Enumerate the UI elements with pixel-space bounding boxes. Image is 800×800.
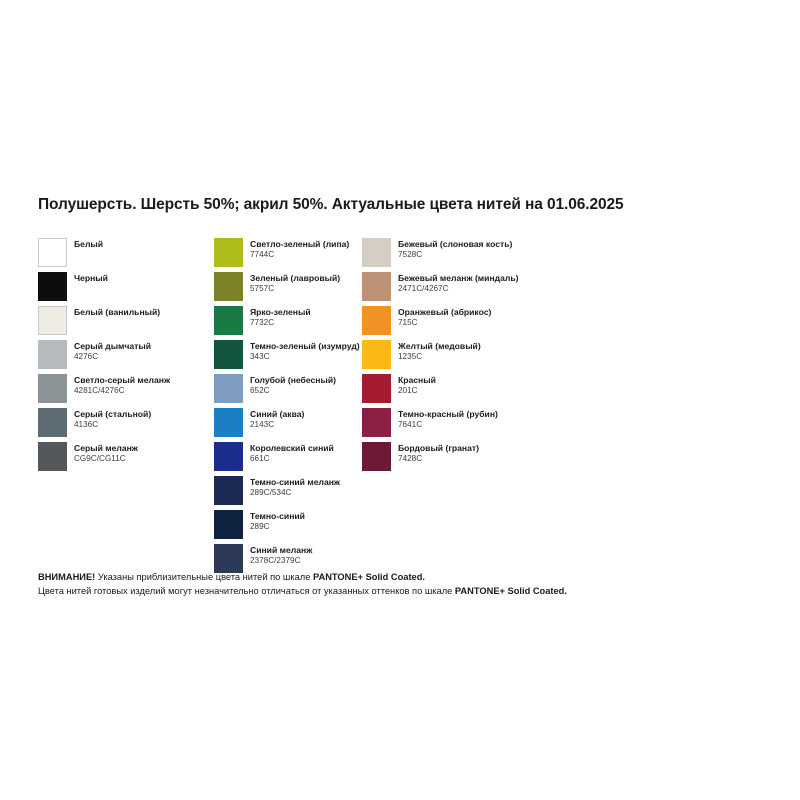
swatch-code: 7641C [398, 420, 423, 430]
swatch-code: 1235C [398, 352, 423, 362]
swatch-text [398, 272, 518, 294]
swatch-code: 2143C [250, 420, 275, 430]
page-title: Полушерсть. Шерсть 50%; акрил 50%. Актуальные цвета нитей на 01.06.2025 [38, 196, 624, 213]
color-swatch [214, 544, 243, 573]
swatch-text [74, 272, 108, 284]
swatch-text [74, 374, 170, 396]
swatch-name: Темно-синий меланж [250, 477, 341, 487]
swatch-name: Зеленый (лавровый) [250, 273, 341, 283]
swatch-code: 201C [398, 386, 418, 396]
swatch-name: Светло-зеленый (липа) [250, 239, 350, 249]
swatch-code: 4136C [74, 420, 99, 430]
swatch-name: Бежевый (слоновая кость) [398, 239, 513, 249]
list-item [38, 374, 214, 406]
color-swatch [362, 306, 391, 335]
swatch-text [398, 442, 479, 464]
list-item [214, 272, 362, 304]
color-swatch [214, 306, 243, 335]
swatch-code: 5757C [250, 284, 275, 294]
list-item [38, 408, 214, 440]
swatch-name: Оранжевый (абрикос) [398, 307, 492, 317]
list-item [214, 442, 362, 474]
footer-notes [38, 570, 758, 599]
list-item [362, 374, 538, 406]
color-swatch [214, 272, 243, 301]
swatch-text [398, 238, 512, 260]
swatch-name: Темно-синий [250, 511, 305, 521]
swatch-text [250, 272, 340, 294]
swatch-name: Бордовый (гранат) [398, 443, 479, 453]
color-swatch [362, 272, 391, 301]
swatch-text [250, 306, 311, 328]
list-item [38, 306, 214, 338]
swatch-name: Синий меланж [250, 545, 313, 555]
swatch-text [250, 408, 304, 430]
swatch-name: Желтый (медовый) [398, 341, 481, 351]
swatch-name: Красный [398, 375, 436, 385]
list-item [214, 476, 362, 508]
swatch-name: Серый меланж [74, 443, 138, 453]
color-swatch [38, 442, 67, 471]
swatch-name: Королевский синий [250, 443, 334, 453]
swatch-columns [38, 238, 768, 578]
swatch-text [398, 340, 481, 362]
list-item [362, 238, 538, 270]
color-swatch [214, 340, 243, 369]
swatch-name: Светло-серый меланж [74, 375, 171, 385]
list-item [38, 442, 214, 474]
color-swatch [38, 272, 67, 301]
swatch-code: 289C [250, 522, 270, 532]
swatch-code: 4281C/4276C [74, 386, 125, 396]
color-swatch [214, 408, 243, 437]
footer-line-1 [38, 570, 758, 584]
swatch-name: Серый дымчатый [74, 341, 151, 351]
list-item [362, 442, 538, 474]
color-swatch [214, 510, 243, 539]
swatch-text [250, 476, 340, 498]
color-swatch [362, 340, 391, 369]
swatch-name: Темно-зеленый (изумруд) [250, 341, 360, 351]
color-swatch [38, 408, 67, 437]
swatch-text [74, 442, 138, 464]
attention-label: ВНИМАНИЕ! [38, 572, 96, 582]
list-item [214, 374, 362, 406]
swatch-name: Синий (аква) [250, 409, 305, 419]
swatch-name: Бежевый меланж (миндаль) [398, 273, 519, 283]
color-swatch [214, 442, 243, 471]
swatch-code: 343C [250, 352, 270, 362]
swatch-code: 7732C [250, 318, 275, 328]
swatch-column-left [38, 238, 214, 578]
swatch-name: Белый (ванильный) [74, 307, 161, 317]
swatch-text [250, 238, 349, 260]
swatch-code: 661C [250, 454, 270, 464]
color-swatch [362, 442, 391, 471]
swatch-code: 2471C/4267C [398, 284, 449, 294]
footer-line-1-text: Указаны приблизительные цвета нитей по шкале [95, 572, 313, 582]
list-item [38, 272, 214, 304]
swatch-text [398, 306, 491, 328]
list-item [214, 340, 362, 372]
swatch-text [74, 306, 160, 318]
list-item [214, 238, 362, 270]
swatch-code: 7528C [398, 250, 423, 260]
swatch-code: 4276C [74, 352, 99, 362]
swatch-column-middle [214, 238, 362, 578]
list-item [38, 340, 214, 372]
swatch-text [74, 408, 151, 430]
swatch-text [250, 442, 334, 464]
color-swatch [38, 306, 67, 335]
list-item [362, 408, 538, 440]
color-swatch [38, 374, 67, 403]
color-swatch [362, 238, 391, 267]
swatch-code: 7744C [250, 250, 275, 260]
pantone-brand-2: PANTONE+ Solid Coated. [454, 586, 567, 597]
swatch-name: Голубой (небесный) [250, 375, 336, 385]
swatch-code: 652C [250, 386, 270, 396]
swatch-column-right [362, 238, 538, 578]
swatch-code: 7428C [398, 454, 423, 464]
swatch-code: 2378C/2379C [250, 556, 301, 566]
swatch-code: CG9C/CG11C [74, 454, 126, 464]
color-swatch [214, 476, 243, 505]
swatch-text [250, 374, 336, 396]
footer-line-2 [38, 584, 758, 598]
list-item [362, 340, 538, 372]
swatch-text [250, 340, 360, 362]
color-swatch [38, 340, 67, 369]
swatch-text [250, 510, 305, 532]
swatch-name: Серый (стальной) [74, 409, 152, 419]
swatch-text [74, 238, 103, 250]
swatch-name: Черный [74, 273, 108, 283]
swatch-name: Белый [74, 239, 104, 249]
swatch-name: Темно-красный (рубин) [398, 409, 498, 419]
list-item [214, 510, 362, 542]
color-swatch [362, 408, 391, 437]
swatch-code: 289C/534C [250, 488, 292, 498]
footer-line-2-text: Цвета нитей готовых изделий могут незначительно отличаться от указанных оттенков по шкале [38, 586, 455, 597]
pantone-brand-1: PANTONE+ Solid Coated. [312, 572, 425, 582]
swatch-text [250, 544, 312, 566]
swatch-text [398, 408, 498, 430]
list-item [214, 306, 362, 338]
list-item [38, 238, 214, 270]
swatch-text [398, 374, 436, 396]
swatch-name: Ярко-зеленый [250, 307, 311, 317]
color-swatch [38, 238, 67, 267]
swatch-code: 715C [398, 318, 418, 328]
list-item [362, 272, 538, 304]
swatch-text [74, 340, 151, 362]
color-swatch [214, 374, 243, 403]
list-item [214, 408, 362, 440]
color-swatch [362, 374, 391, 403]
list-item [362, 306, 538, 338]
color-swatch [214, 238, 243, 267]
